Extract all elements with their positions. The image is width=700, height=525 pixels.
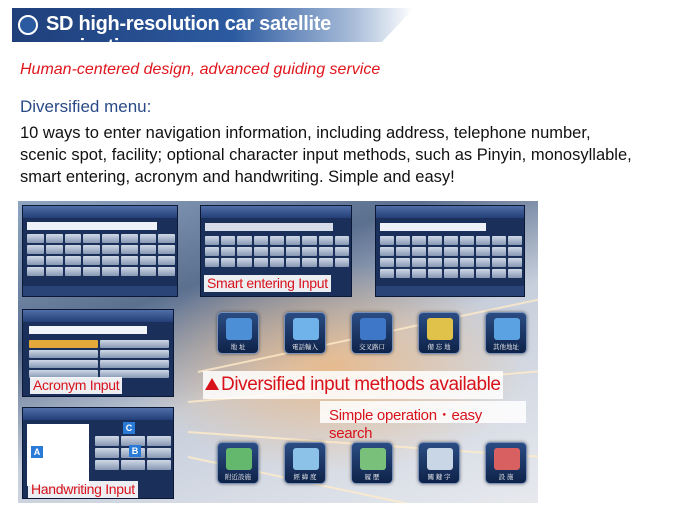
letter-a-tag: A: [31, 446, 43, 458]
telephone-button[interactable]: [284, 312, 326, 354]
icon-label: 地 址: [230, 344, 246, 351]
phonetic-input-screen: [375, 205, 525, 297]
nearby-facility-icon: [226, 448, 252, 470]
subtitle: Human-centered design, advanced guiding service: [20, 61, 381, 78]
address-button[interactable]: [217, 312, 259, 354]
screen-footer: [376, 286, 524, 296]
letter-b-tag: B: [129, 445, 141, 457]
telephone-icon: [293, 318, 319, 340]
section-title: Diversified menu:: [20, 97, 152, 116]
other-address-icon: [494, 318, 520, 340]
icon-label: 交叉路口: [359, 344, 385, 351]
page-title: SD high-resolution car satellite navigation: [46, 13, 331, 58]
icon-label: 履 歷: [364, 474, 380, 481]
icon-label: 經 緯 度: [293, 474, 317, 481]
screen-header: [23, 206, 177, 218]
icon-label: 設 施: [498, 474, 514, 481]
handwriting-label: Handwriting Input: [28, 481, 138, 498]
icon-label: 電話輸入: [292, 344, 318, 351]
char-bar: [29, 326, 147, 334]
latitude-longitude-icon: [293, 448, 319, 470]
screen-footer: [23, 286, 177, 296]
keyword-search-icon: [427, 448, 453, 470]
keyboard-grid: [380, 236, 522, 278]
screen-header: [23, 310, 173, 322]
address-icon: [226, 318, 252, 340]
facility-button[interactable]: [485, 442, 527, 484]
text-field: [27, 222, 157, 230]
icon-label: 關 鍵 字: [427, 474, 451, 481]
keyboard-grid: [27, 234, 175, 276]
triangle-icon: [205, 378, 219, 390]
keyboard-grid: [205, 236, 349, 267]
candidate-bar: [205, 223, 333, 231]
crossroad-button[interactable]: [351, 312, 393, 354]
screenshot-collage: [18, 201, 538, 503]
memo-folder-icon: [427, 318, 453, 340]
keyword-search-button[interactable]: [418, 442, 460, 484]
screen-header: [23, 408, 173, 420]
screen-header: [376, 206, 524, 218]
facility-icon: [494, 448, 520, 470]
other-address-button[interactable]: [485, 312, 527, 354]
header-banner: [12, 8, 414, 58]
range-list: [29, 340, 169, 378]
icon-label: 其他地址: [493, 344, 519, 351]
bullet-circle-icon: [18, 15, 38, 35]
memo-folder-button[interactable]: [418, 312, 460, 354]
crossroad-icon: [360, 318, 386, 340]
nearby-facility-button[interactable]: [217, 442, 259, 484]
keyboard-input-screen: [22, 205, 178, 297]
latitude-longitude-button[interactable]: [284, 442, 326, 484]
description: 10 ways to enter navigation information, including address, telephone number, scenic spot, facility; optional character input methods, such as Pinyin, monosyllable, smart entering, acronym and handwriting. Simple and easy!: [20, 124, 632, 186]
history-icon: [360, 448, 386, 470]
icon-label: 附近設施: [225, 474, 251, 481]
icon-label: 備 忘 地: [427, 344, 451, 351]
highlight-main: Diversified input methods available: [203, 371, 503, 399]
text-field: [380, 223, 486, 231]
smart-entering-label: Smart entering Input: [204, 275, 331, 292]
letter-c-tag: C: [123, 422, 135, 434]
history-button[interactable]: [351, 442, 393, 484]
screen-header: [201, 206, 351, 218]
handwriting-pad: [27, 424, 89, 486]
acronym-label: Acronym Input: [30, 377, 122, 394]
highlight-sub: Simple operation・easy search: [320, 401, 526, 423]
